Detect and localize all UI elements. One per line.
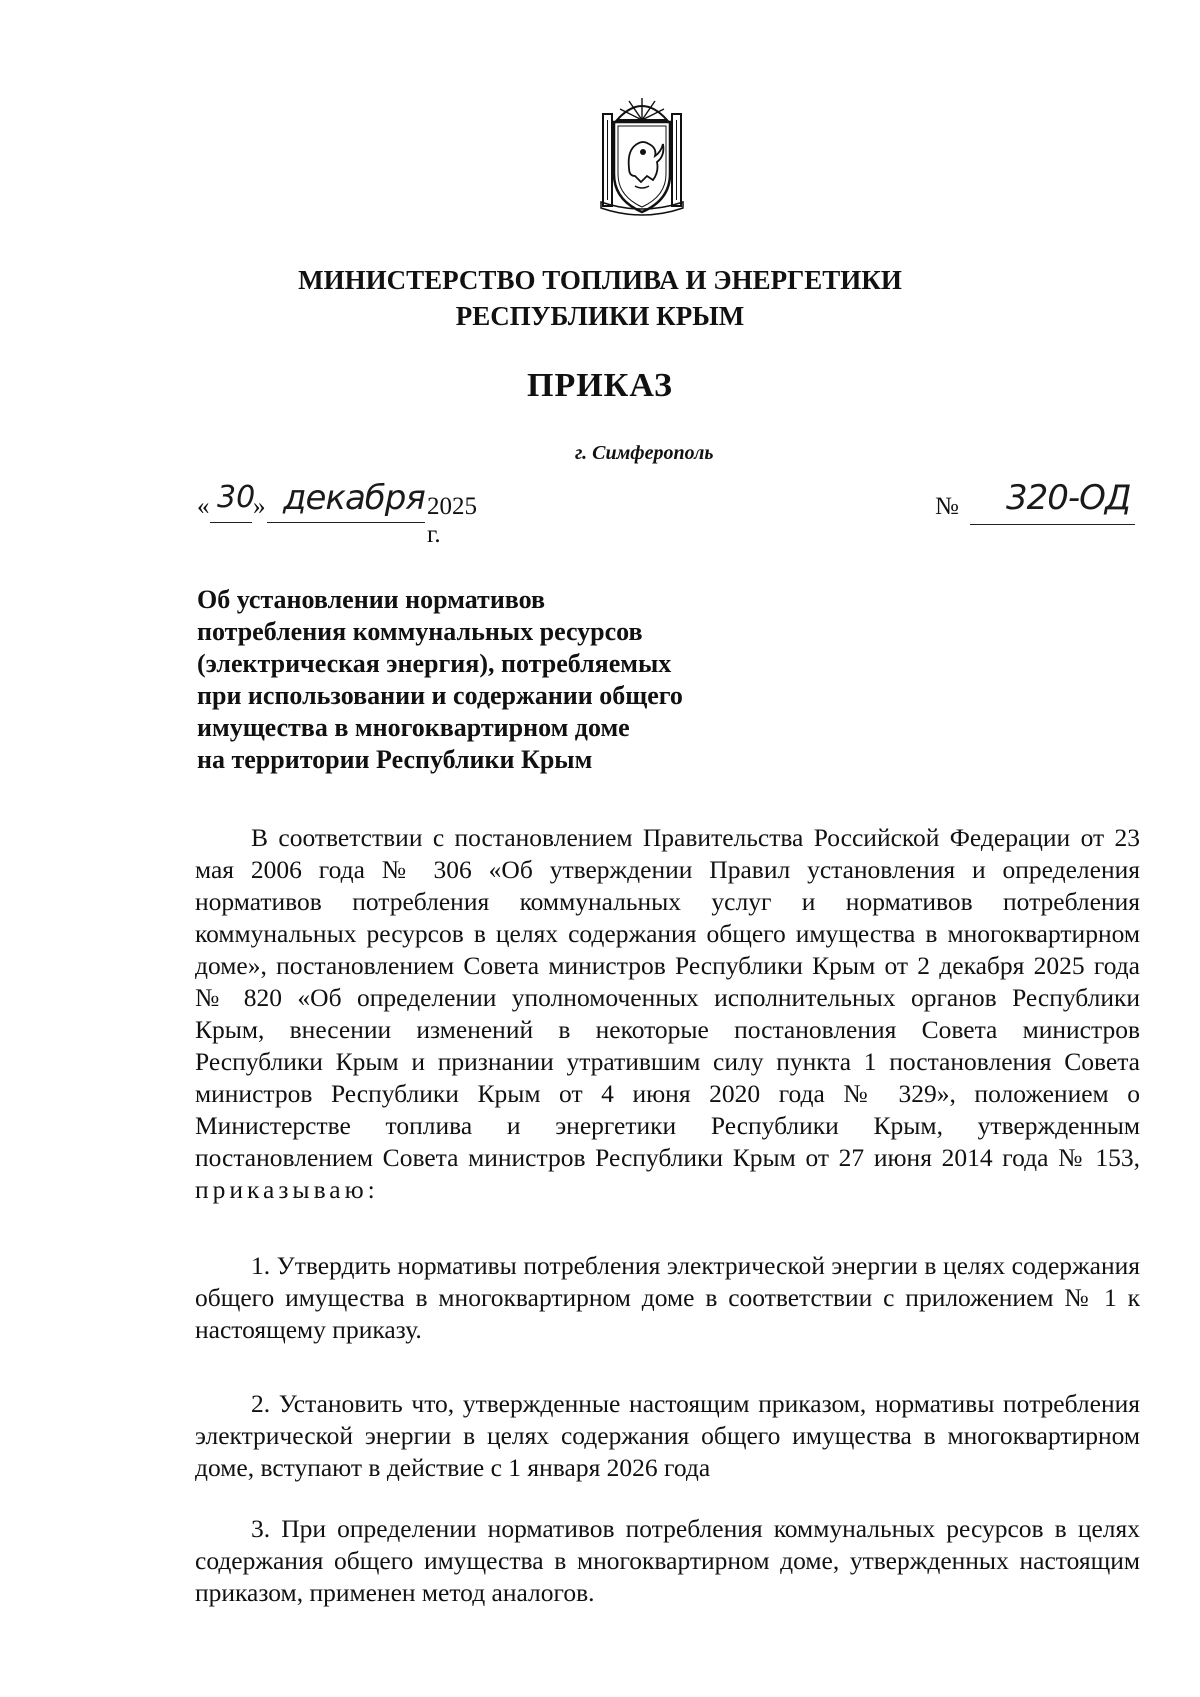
preamble-paragraph: [195, 822, 1140, 1206]
order-item-1: 1. Утвердить нормативы потребления электрической энергии в целях содержания общего имущества в многоквартирном доме в соответствии с приложением № 1 к настоящему приказу.: [195, 1251, 1140, 1344]
number-underline: [970, 524, 1135, 525]
number-label: №: [935, 493, 959, 520]
order-subject: [197, 584, 683, 776]
subject-line: при использовании и содержании общего: [197, 681, 683, 710]
subject-line: на территории Республики Крым: [197, 745, 593, 774]
preamble-text: В соответствии с постановлением Правительства Российской Федерации от 23 мая 2006 года № 306 «Об утверждении Правил установления и определения нормативов потребления коммунальных услуг и нормативов потребления коммунальных ресурсов в целях содержания общего имущества в многоквартирном доме», постановлением Совета министров Республики Крым от 2 декабря 2025 года № 820 «Об определении уполномоченных исполнительных органов Республики Крым, внесении изменений в некоторые постановления Совета министров Республики Крым и признании утратившим силу пункта 1 постановления Совета министров Республики Крым от 4 июня 2020 года № 329», положением о Министерстве топлива и энергетики Республики Крым, утвержденным постановлением Совета министров Республики Крым от 27 июня 2014 года № 153,: [195, 823, 1140, 1172]
subject-line: имущества в многоквартирном доме: [197, 713, 630, 742]
day-underline: [210, 522, 252, 523]
ministry-name: [0, 262, 1200, 334]
ministry-name-line2: РЕСПУБЛИКИ КРЫМ: [455, 301, 745, 331]
order-command: приказываю:: [195, 1175, 379, 1204]
subject-line: Об установлении нормативов: [197, 585, 546, 614]
order-item-3: 3. При определении нормативов потребления коммунальных ресурсов в целях содержания общего имущества в многоквартирном доме, утвержденных настоящим приказом, применен метод аналогов.: [195, 1514, 1140, 1607]
date-day-handwritten: 30: [217, 480, 256, 515]
document-type: ПРИКАЗ: [527, 367, 673, 404]
city: г. Симферополь: [575, 442, 714, 464]
subject-line: (электрическая энергия), потребляемых: [197, 649, 672, 678]
month-underline: [267, 522, 425, 523]
date-open-quote: «: [197, 493, 210, 520]
number-handwritten: 320-ОД: [1006, 478, 1131, 518]
ministry-name-line1: МИНИСТЕРСТВО ТОПЛИВА И ЭНЕРГЕТИКИ: [298, 265, 902, 295]
date-year: 2025 г.: [427, 493, 477, 548]
crimea-coat-of-arms-icon: [599, 90, 685, 218]
order-item-2: 2. Установить что, утвержденные настоящим приказом, нормативы потребления электрической энергии в целях содержания общего имущества в многоквартирном доме, вступают в действие с 1 января 2026 года: [195, 1389, 1140, 1482]
date-close-quote: »: [253, 493, 266, 520]
subject-line: потребления коммунальных ресурсов: [197, 617, 643, 646]
date-month-handwritten: декабря: [283, 478, 425, 518]
